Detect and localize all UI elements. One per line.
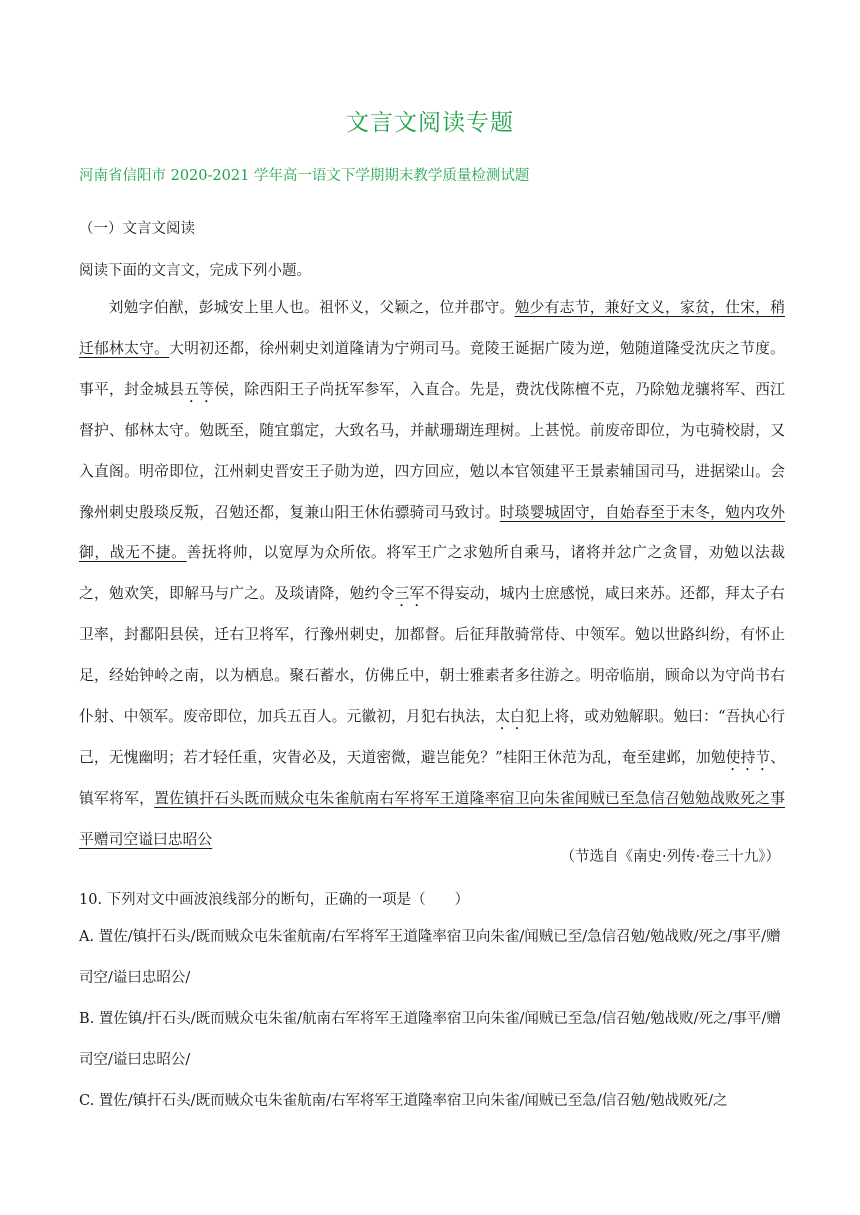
exam-source: 河南省信阳市 2020-2021 学年高一语文下学期期末教学质量检测试题 xyxy=(79,168,530,184)
passage-text: 、镇军将军， xyxy=(79,748,785,807)
dotted-term: 使持节 xyxy=(725,748,771,766)
option-c: C. 置佐/镇扞石头/既而贼众屯朱雀航南/右军将军王道隆率宿卫向朱雀/闻贼已至急/信召勉/勉战败死/之 xyxy=(79,1093,728,1109)
passage-text: 犯上将，或劝勉解职。勉曰：“吾执心行己，无愧幽明；若才轻任重，灾眚必及，天道密微，避岂能免？”桂阳王休范为乱，奄至建邺，加勉 xyxy=(79,708,785,766)
dotted-term: 三军 xyxy=(394,585,425,603)
section-heading: （一）文言文阅读 xyxy=(79,221,195,237)
passage-text: 善抚将帅，以宽厚为众所依。将军王广之求勉所自乘马，诸将并忿广之贪冒，劝勉以法裁之，勉欢笑，即解马与广之。及琰请降，勉约令 xyxy=(79,544,785,603)
dotted-term: 五等 xyxy=(184,380,215,398)
question-10 xyxy=(79,884,785,1122)
page-title: 文言文阅读专题 xyxy=(346,110,514,136)
option-b: B. 置佐镇/扞石头/既而贼众屯朱雀/航南右军将军王道隆率宿卫向朱雀/闻贼已至急/信召勉/勉战败/死之/事平/赠司空/谥曰忠昭公/ xyxy=(79,1011,781,1068)
passage-text: 侯，除西阳王子尚抚军参军，入直合。先是，费沈伐陈檀不克，乃除勉龙骧将军、西江督护、郁林太守。勉既至，随宜翦定，大致名马，并献珊瑚连理树。上甚悦。前废帝即位，为屯骑校尉，又入直阁。明帝即位，江州刺史晋安王子勋为逆，四方回应，勉以本官领建平王景素辅国司马，进据梁山。会豫州刺史殷琰反叛，召勉还都，复兼山阳王休佑骠骑司马致讨。 xyxy=(79,380,785,521)
question-stem: 10. 下列对文中画波浪线部分的断句，正确的一项是（ ） xyxy=(79,892,470,908)
dotted-term: 太白 xyxy=(495,708,525,726)
underlined-sentence: 时琰婴城固守，自始春至于末冬，勉内攻外御，战无不捷。 xyxy=(79,503,785,562)
classical-passage xyxy=(79,288,785,861)
option-a: A. 置佐/镇扞石头/既而贼众屯朱雀航南/右军将军王道隆率宿卫向朱雀/闻贼已至/急信召勉/勉战败/死之/事平/赠司空/谥曰忠昭公/ xyxy=(79,929,781,986)
passage-text: 大明初还都，徐州刺史刘道隆请为宁朔司马。竟陵王诞据广陵为逆，勉随道隆受沈庆之节度。事平，封金城县 xyxy=(79,339,785,398)
passage-text: 不得妄动，城内士庶感悦，咸曰来苏。还都，拜太子右卫率，封鄱阳县侯，迁右卫将军，行豫州刺史，加都督。后征拜散骑常侍、中领军。勉以世路纠纷，有怀止足，经始钟岭之南，以为栖息。聚石蓄水，仿佛丘中，朝士雅素者多往游之。明帝临崩，顾命以为守尚书右仆射、中领军。废帝即位，加兵五百人。元徽初，月犯右执法， xyxy=(79,585,785,726)
wavy-underlined-segment: 置佐镇扞石头既而贼众屯朱雀航南右军将军王道隆率宿卫向朱雀闻贼已至急信召勉勉战败死之事平赠司空谥曰忠昭公 xyxy=(79,789,785,848)
instruction-text: 阅读下面的文言文，完成下列小题。 xyxy=(79,263,311,279)
passage-attribution: （节选自《南史·列传·卷三十九》） xyxy=(560,849,780,865)
underlined-sentence: 勉少有志节，兼好文义，家贫，仕宋，稍迁郁林太守。 xyxy=(79,299,785,357)
passage-text: 刘勉字伯猷，彭城安上里人也。祖怀义，父颖之，位并郡守。 xyxy=(108,299,515,316)
